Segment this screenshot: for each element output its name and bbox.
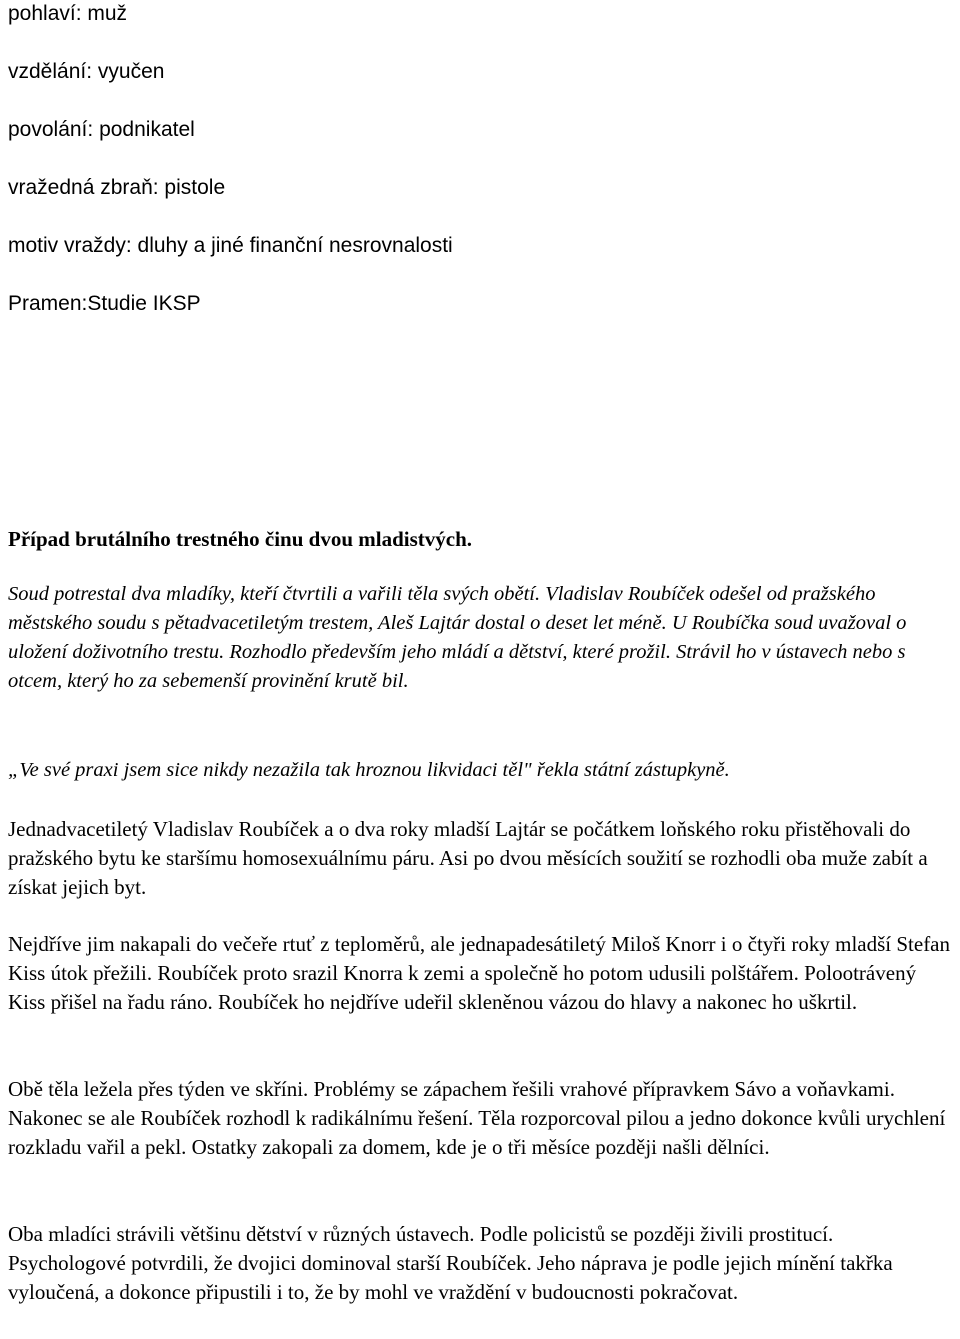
profile-education: vzdělání: vyučen [8,60,165,83]
profile-occupation: povolání: podnikatel [8,118,195,141]
article-intro: Soud potrestal dva mladíky, kteří čtvrtili a vařili těla svých obětí. Vladislav Roubíček odešel od pražského městského soudu s pětadvacetiletým trestem, Aleš Lajtár dostal o deset let méně. U Roubíčka soud uvažoval o uložení doživotního trestu. Rozhodlo především jeho mládí a dětství, které prožil. Strávil ho v ústavech nebo s otcem, který ho za sebemenší provinění krutě bil. [8,583,907,692]
profile-gender: pohlaví: muž [8,2,128,25]
article-paragraph-1: Jednadvacetiletý Vladislav Roubíček a o dva roky mladší Lajtár se počátkem loňského roku přistěhovali do pražského bytu ke staršímu homosexuálnímu páru. Asi po dvou měsících soužití se rozhodli oba muže zabít a získat jejich byt. [8,817,928,899]
profile-motive: motiv vraždy: dluhy a jiné finanční nesrovnalosti [8,234,453,257]
article-title: Případ brutálního trestného činu dvou mladistvých. [8,527,473,551]
article-paragraph-3: Obě těla ležela přes týden ve skříni. Problémy se zápachem řešili vrahové přípravkem Sávo a voňavkami. Nakonec se ale Roubíček rozhodl k radikálnímu řešení. Těla rozporcoval pilou a jedno dokonce kvůli urychlení rozkladu vařil a pekl. Ostatky zakopali za domem, kde je o tři měsíce později našli dělníci. [8,1077,946,1159]
article-paragraph-4: Oba mladíci strávili většinu dětství v různých ústavech. Podle policistů se později živili prostitucí. Psychologové potvrdili, že dvojici dominoval starší Roubíček. Jeho náprava je podle jejich mínění takřka vyloučená, a dokonce připustili i to, že by mohl ve vraždění v budoucnosti pokračovat. [8,1222,893,1304]
article-paragraph-2: Nejdříve jim nakapali do večeře rtuť z teploměrů, ale jednapadesátiletý Miloš Knorr i o čtyři roky mladší Stefan Kiss útok přežili. Roubíček proto srazil Knorra k zemi a společně ho potom udusili polštářem. Polootrávený Kiss přišel na řadu ráno. Roubíček ho nejdříve udeřil skleněnou vázou do hlavy a nakonec ho uškrtil. [8,932,951,1014]
profile-weapon: vražedná zbraň: pistole [8,176,226,199]
profile-source: Pramen:Studie IKSP [8,292,201,315]
article-quote: „Ve své praxi jsem sice nikdy nezažila tak hroznou likvidaci těl" řekla státní zástupkyně. [8,759,730,781]
